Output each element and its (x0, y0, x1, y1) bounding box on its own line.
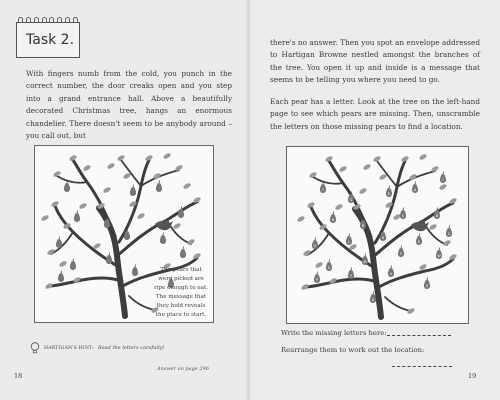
svg-text:S: S (401, 214, 405, 218)
pear-icon (436, 248, 442, 260)
leaf-shape (428, 223, 437, 231)
leaf-shape (162, 152, 171, 160)
leaf-shape (296, 215, 305, 223)
svg-text:B: B (435, 214, 439, 218)
leaf-shape (136, 212, 145, 220)
write-missing-letters-prompt: Write the missing letters here: (281, 329, 387, 337)
svg-text:R: R (361, 224, 365, 228)
svg-text:P: P (315, 278, 319, 282)
svg-text:M: M (363, 260, 367, 264)
leaf-shape (314, 261, 323, 269)
svg-text:H: H (381, 236, 385, 240)
pear-icon (446, 226, 452, 238)
task-heading-box (16, 22, 80, 58)
rearrange-prompt: Rearrange them to work out the location: (281, 346, 425, 354)
svg-text:G: G (349, 198, 353, 202)
pear-icon (160, 233, 166, 245)
leaf-shape (40, 214, 49, 222)
pear-icon (180, 247, 186, 259)
pear-icon (348, 268, 354, 280)
pear-icon (156, 181, 162, 193)
leaf-shape (334, 203, 343, 211)
pear-icon (386, 186, 392, 198)
svg-text:D: D (327, 266, 331, 270)
svg-text:C: C (447, 232, 451, 236)
svg-text:U: U (389, 272, 393, 276)
leaf-shape (58, 260, 67, 268)
svg-text:E: E (387, 192, 391, 196)
leaf-shape (438, 183, 447, 191)
svg-text:T: T (321, 188, 325, 192)
svg-text:A: A (413, 188, 417, 192)
leaf-shape (362, 163, 371, 171)
tree-group (296, 153, 457, 317)
svg-text:N: N (331, 218, 335, 222)
hint-text: Read the letters carefully! (97, 345, 165, 351)
svg-text:X: X (371, 298, 375, 302)
svg-text:I: I (442, 178, 444, 182)
right-page (250, 0, 500, 400)
svg-text:O: O (313, 244, 317, 248)
pear-icon (58, 271, 64, 283)
svg-text:L: L (348, 240, 350, 244)
pear-icon (74, 211, 80, 223)
missing-letters-blank[interactable] (387, 335, 451, 337)
tree-illustration-left (34, 145, 214, 323)
leaf-shape (182, 182, 191, 190)
pear-icon (400, 208, 406, 220)
tree-illustration-right (286, 146, 469, 324)
pear-icon (312, 238, 318, 250)
hartigans-hint (30, 342, 165, 354)
pear-icon (346, 234, 352, 246)
svg-text:Y: Y (349, 274, 353, 278)
location-answer-blank[interactable] (392, 366, 452, 368)
pear-tree-lettered-image (287, 147, 468, 323)
svg-text:K: K (417, 240, 421, 244)
bird-icon (155, 220, 173, 230)
pear-icon (424, 278, 430, 290)
pear-icon (362, 254, 368, 266)
pear-icon (440, 172, 446, 184)
pear-icon (130, 185, 136, 197)
right-paragraph-2: Each pear has a letter. Look at the tree on the left-hand page to see which pears are missing. Then, unscramble the letters on those missing pears to find a location. (270, 97, 480, 131)
answer-reference: Answer on page 296 (157, 366, 209, 372)
tree-caption: The pears that were picked are ripe enough to eat. The message that they hold reveals the place to start. (153, 267, 209, 318)
lightbulb-icon (30, 342, 40, 354)
pear-icon (330, 212, 336, 224)
pear-icon (416, 234, 422, 246)
task-title: Task 2. (26, 32, 75, 48)
leaf-shape (172, 222, 181, 230)
pear-icon (388, 266, 394, 278)
leaf-shape (78, 202, 87, 210)
pear-icon (132, 265, 138, 277)
right-paragraph-1: there's no answer. Then you spot an envelope addressed to Hartigan Browne nestled amongst the branches of the tree. You open it up and inside is a message that seems to be telling you where you need to go. (270, 38, 480, 85)
leaf-shape (358, 187, 367, 195)
bird-icon (411, 221, 429, 231)
pear-icon (106, 253, 112, 265)
page-number-right: 19 (468, 372, 477, 380)
svg-text:V: V (425, 284, 429, 288)
left-paragraph: With fingers numb from the cold, you punch in the correct number, the door creaks open and you step into a grand entrance hall. Above a beautifully decorated Christmas tree, hangs an enormous chandelier. There doesn't seem to be anybody around – you call out, but (26, 69, 232, 141)
leaf-shape (102, 186, 111, 194)
pear-icon (56, 237, 62, 249)
svg-text:W: W (437, 254, 441, 258)
leaf-shape (418, 153, 427, 161)
hint-label: HARTIGAN'S HINT: (44, 345, 94, 351)
svg-text:F: F (400, 252, 402, 256)
leaf-shape (338, 165, 347, 173)
leaf-shape (82, 164, 91, 172)
page-number-left: 18 (14, 372, 23, 380)
pear-icon (314, 272, 320, 284)
pear-icon (326, 260, 332, 272)
pear-icon (398, 246, 404, 258)
pear-icon (70, 259, 76, 271)
leaf-shape (106, 162, 115, 170)
pear-icon (412, 182, 418, 194)
